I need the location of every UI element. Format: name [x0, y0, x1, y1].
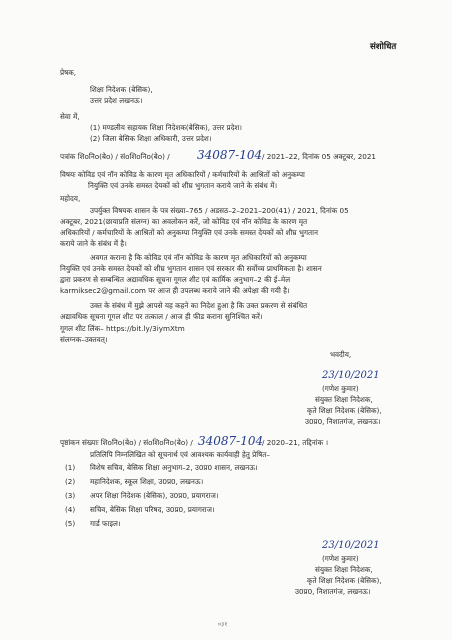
para1-line-4: कराये जाने के संबंध में है। [60, 239, 127, 248]
signatory-1-name: (गणेश कुमार) [322, 384, 359, 393]
footer-mark: ०३१ [218, 621, 228, 628]
letter-number-handwritten: 34087-104 [197, 148, 263, 162]
endorsement-suffix: / 2020–21, तद्दिनांक । [262, 438, 329, 447]
signatory-1-address: उ0प्र0, निशातगंज, लखनऊ। [305, 417, 381, 426]
signatory-2-title: संयुक्त शिक्षा निदेशक, [315, 565, 373, 574]
para1-line-1: उपर्युक्त विषयक शासन के पत्र संख्या–765 / अडसठ–2–2021–200(41) / 2021, दिनांक 05 [90, 206, 349, 215]
signature-2: 23/10/2021 [322, 540, 380, 551]
endorsement-prefix: पृष्ठांकन संख्याः शिoनिo(बेo) / संoशिoनिo(बेo) / [60, 438, 193, 447]
copy-item-number: (3) [65, 491, 76, 500]
copy-item-number: (1) [65, 463, 76, 472]
sender-line-2: उत्तर प्रदेश लखनऊ। [90, 96, 143, 105]
signatory-2-office: कृते शिक्षा निदेशक (बेसिक), [307, 576, 382, 585]
signature-1: 23/10/2021 [322, 370, 380, 381]
yours-faithfully: भवदीय, [330, 350, 352, 359]
copy-item-text: सचिव, बेसिक शिक्षा परिषद, उ0प्र0, प्रयागराज। [90, 505, 215, 514]
copy-item-text: विशेष सचिव, बेसिक शिक्षा अनुभाग–2, उ0प्र0 शासन, लखनऊ। [90, 463, 258, 472]
sender-label: प्रेषक, [60, 68, 77, 77]
salutation: महोदय, [60, 194, 81, 203]
to-line-1: (1) मण्डलीय सहायक शिक्षा निदेशक(बेसिक), उत्तर प्रदेश। [90, 123, 243, 132]
copy-item-number: (5) [65, 519, 76, 528]
para1-line-3: अधिकारियों / कर्मचारियों के आश्रितों को अनुकम्पा नियुक्ति एवं उनके समस्त देयकों को शीघ्र भुगतान [60, 228, 318, 237]
para2-line-1: अवगत कराना है कि कोविड एवं नॉन कोविड के कारण मृत अधिकारियों को अनुकम्पा [90, 253, 307, 262]
endorsement-number-handwritten: 34087-104 [198, 434, 264, 448]
copy-item-number: (2) [65, 477, 76, 486]
signatory-1-title: संयुक्त शिक्षा निदेशक, [315, 395, 373, 404]
copy-item-text: महानिदेशक, स्कूल शिक्षा, उ0प्र0, लखनऊ। [90, 477, 204, 486]
revised-label: संशोधित [370, 42, 397, 52]
subject-line-1: विषयः कोविड एवं नॉन कोविड के कारण मृत अधिकारियों / कर्मचारियों के आश्रितों को अनुकम्पा [60, 170, 305, 179]
para2-line-2: नियुक्ति एवं उनके समस्त देयकों को शीघ्र भुगतान शासन एवं सरकार की सर्वोच्च प्राथमिकता है। शासन [60, 264, 322, 273]
letter-number-prefix: पत्रांक शिoनिo(बेo) / संoशिoनिo(बेo) / [60, 152, 170, 161]
signatory-2-name: (गणेश कुमार) [322, 554, 359, 563]
to-line-2: (2) जिला बेसिक शिक्षा अधिकारी, उत्तर प्रदेश। [90, 134, 212, 143]
para3-line-2: अद्यावधिक सूचना गूगल शीट पर तत्काल / आज ही फीड कराना सुनिश्चित करें। [60, 312, 263, 321]
subject-line-2: नियुक्ति एवं उनके समस्त देयकों को शीघ्र भुगतान कराये जाने के संबंध में। [88, 181, 278, 190]
copy-item-text: गार्ड फाइल। [90, 519, 121, 528]
para2-line-3: द्वारा प्रकरण से सम्बन्धित अद्यावधिक सूचना गूगल शीट एवं कार्मिक अनुभाग–2 की ई–मेल [60, 275, 291, 284]
copy-item-text: अपर शिक्षा निदेशक (बेसिक), उ0प्र0, प्रयागराज। [90, 491, 219, 500]
sender-line-1: शिक्षा निदेशक (बेसिक), [90, 85, 153, 94]
signatory-2-address: उ0प्र0, निशातगंज, लखनऊ। [295, 587, 371, 596]
enclosure-note: संलग्नक–उक्तवत्। [60, 335, 108, 344]
para3-line-1: उक्त के संबंध में मुझे आपसे यह कहने का निदेश हुआ है कि उक्त प्रकरण से संबंधित [90, 301, 308, 310]
google-sheet-link[interactable]: गूगल शीट लिंक– https://bit.ly/3iymXtm [60, 324, 185, 333]
to-label: सेवा में, [60, 112, 80, 121]
copy-item-number: (4) [65, 505, 76, 514]
para1-line-2: अक्टूबर, 2021(छायाप्रति संलग्न) का अवलोकन करें, जो कोविड एवं नॉन कोविड के कारण मृत [60, 217, 308, 226]
copy-intro: प्रतिलिपि निम्नलिखित को सूचनार्थ एवं आवश्यक कार्यवाही हेतु प्रेषित– [90, 450, 270, 459]
para2-line-4: karmiksec2@gmail.com पर आज ही उपलब्ध कराये जाने की अपेक्षा की गयी है। [60, 286, 290, 295]
signatory-1-office: कृते शिक्षा निदेशक (बेसिक), [307, 406, 382, 415]
letter-number-suffix: / 2021–22, दिनांक 05 अक्टूबर, 2021 [262, 152, 377, 161]
